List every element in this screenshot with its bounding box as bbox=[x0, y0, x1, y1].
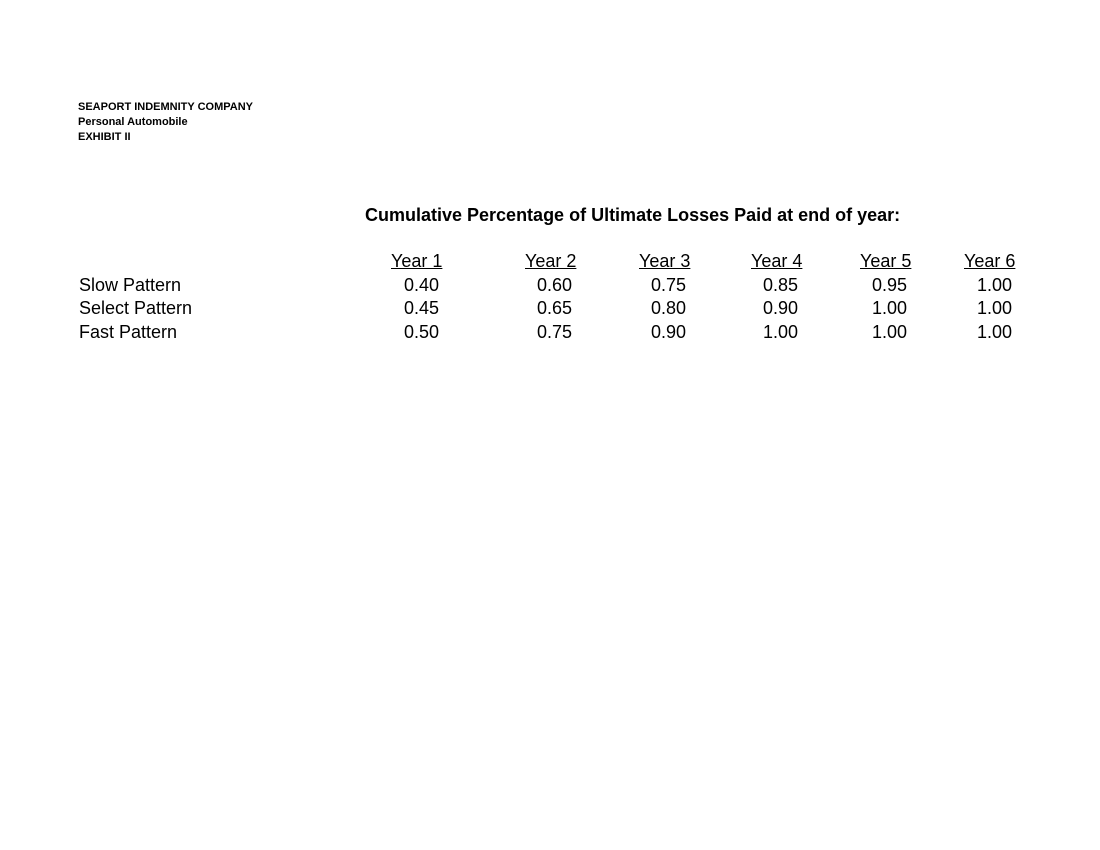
table-cell: 0.75 bbox=[537, 322, 573, 342]
table-cell: 0.90 bbox=[651, 322, 687, 342]
company-name: SEAPORT INDEMNITY COMPANY bbox=[78, 101, 253, 113]
line-of-business: Personal Automobile bbox=[78, 116, 188, 128]
column-header-year-4: Year 4 bbox=[751, 251, 803, 271]
column-header-year-1: Year 1 bbox=[391, 251, 443, 271]
table-cell: 0.80 bbox=[651, 298, 687, 318]
column-header-year-2: Year 2 bbox=[525, 251, 577, 271]
column-header-year-6: Year 6 bbox=[964, 251, 1016, 271]
column-header-year-5: Year 5 bbox=[860, 251, 912, 271]
row-label: Slow Pattern bbox=[79, 275, 182, 295]
table-cell: 0.85 bbox=[763, 275, 799, 295]
table-cell: 0.60 bbox=[537, 275, 573, 295]
table-cell: 1.00 bbox=[872, 298, 908, 318]
table-cell: 1.00 bbox=[977, 298, 1013, 318]
table-cell: 0.75 bbox=[651, 275, 687, 295]
column-header-year-3: Year 3 bbox=[639, 251, 691, 271]
row-label: Fast Pattern bbox=[79, 322, 178, 342]
row-label: Select Pattern bbox=[79, 298, 193, 318]
table-cell: 1.00 bbox=[763, 322, 799, 342]
table-cell: 0.90 bbox=[763, 298, 799, 318]
table-cell: 1.00 bbox=[872, 322, 908, 342]
table-cell: 0.50 bbox=[404, 322, 440, 342]
table-cell: 1.00 bbox=[977, 275, 1013, 295]
table-cell: 0.40 bbox=[404, 275, 440, 295]
table-cell: 0.45 bbox=[404, 298, 440, 318]
table-cell: 1.00 bbox=[977, 322, 1013, 342]
table-title: Cumulative Percentage of Ultimate Losses Paid at end of year: bbox=[365, 205, 901, 225]
table-cell: 0.95 bbox=[872, 275, 908, 295]
exhibit-header bbox=[78, 100, 253, 145]
table-cell: 0.65 bbox=[537, 298, 573, 318]
exhibit-label: EXHIBIT II bbox=[78, 131, 131, 143]
